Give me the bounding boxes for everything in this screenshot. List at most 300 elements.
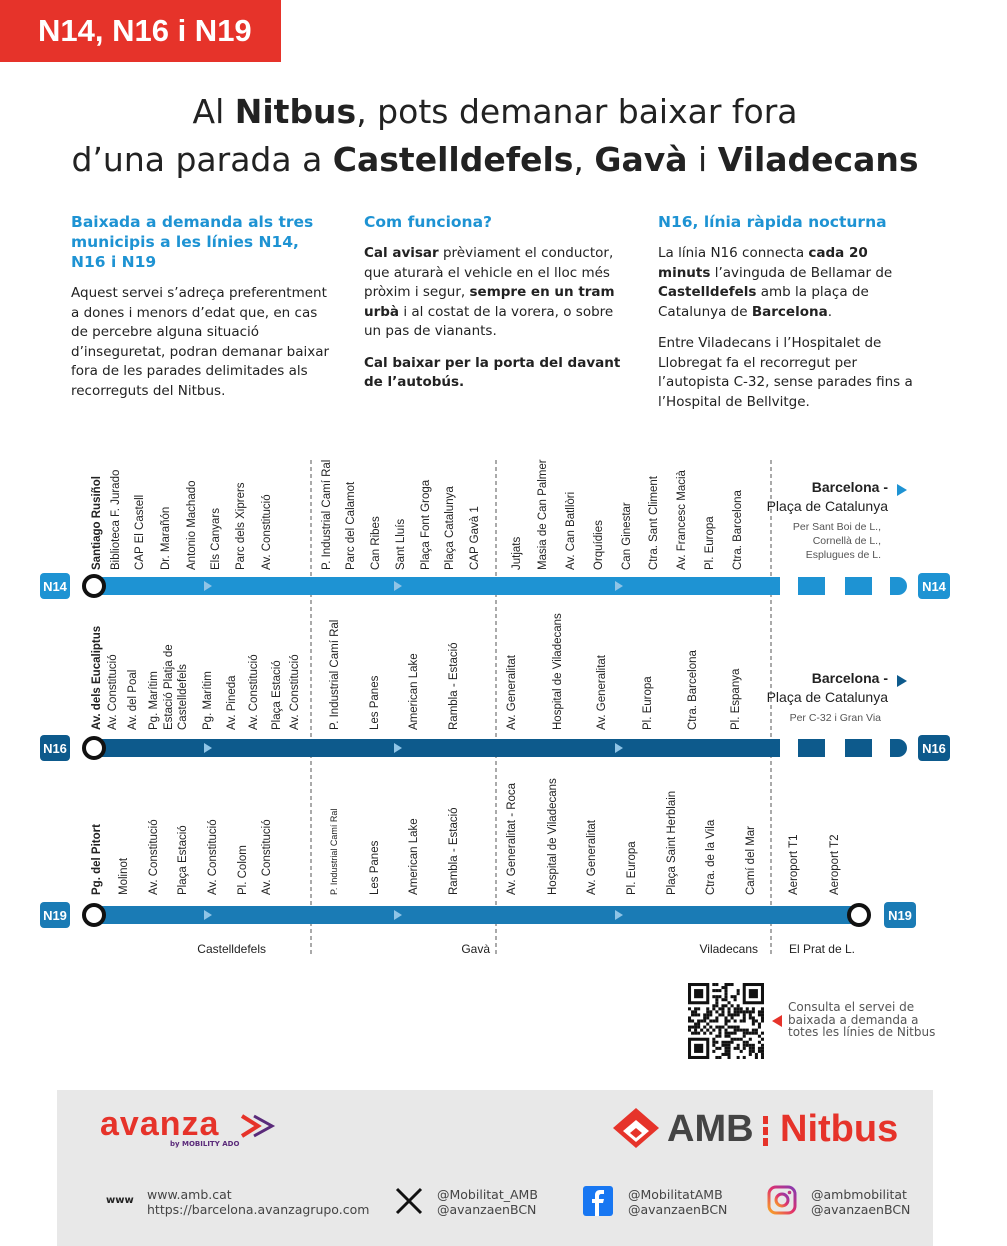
stop-label: Av. Constitució <box>289 654 301 730</box>
qr-module <box>749 1038 752 1041</box>
qr-module <box>724 1019 727 1022</box>
qr-module <box>731 1013 734 1016</box>
qr-finder-core <box>694 1044 703 1053</box>
avanza-mark-icon <box>240 1113 276 1139</box>
stop-label: Parc dels Xiprers <box>235 482 247 570</box>
qr-module <box>734 998 737 1001</box>
qr-module <box>724 995 727 998</box>
qr-module <box>718 1007 721 1010</box>
stop-label: Hospital de Viladecans <box>552 613 564 730</box>
qr-module <box>706 1016 709 1019</box>
stop-label: Hospital de Viladecans <box>547 778 559 895</box>
qr-module <box>743 1056 746 1059</box>
qr-module <box>715 1004 718 1007</box>
qr-module <box>700 1019 703 1022</box>
qr-module <box>712 989 715 992</box>
qr-finder-core <box>694 989 703 998</box>
zone-label: El Prat de L. <box>788 942 855 956</box>
stop-label: Les Panes <box>369 675 381 730</box>
qr-module <box>728 1019 731 1022</box>
logo-separator <box>763 1116 768 1146</box>
qr-code[interactable] <box>688 983 764 1059</box>
line-id-label-end: N16 <box>922 741 946 756</box>
qr-module <box>718 1013 721 1016</box>
qr-module <box>755 1029 758 1032</box>
qr-module <box>694 1032 697 1035</box>
qr-module <box>740 1010 743 1013</box>
column-com-funciona <box>364 212 626 405</box>
qr-module <box>712 1041 715 1044</box>
qr-module <box>721 1041 724 1044</box>
qr-module <box>728 983 731 986</box>
qr-module <box>761 1013 764 1016</box>
destination-note: Esplugues de L. <box>805 549 881 561</box>
qr-module <box>703 1026 706 1029</box>
stop-label: Aeroport T1 <box>788 834 800 895</box>
qr-module <box>728 1032 731 1035</box>
stop-label: P. Industrial Camí Ral <box>321 459 333 570</box>
x-handle-amb[interactable]: @Mobilitat_AMB <box>437 1187 538 1202</box>
qr-module <box>688 1016 691 1019</box>
qr-module <box>740 1029 743 1032</box>
qr-module <box>758 1041 761 1044</box>
qr-module <box>758 1023 761 1026</box>
web-link-avanza[interactable]: https://barcelona.avanzagrupo.com <box>147 1201 370 1217</box>
qr-module <box>715 1056 718 1059</box>
line-id-label: N16 <box>43 741 67 756</box>
qr-module <box>724 986 727 989</box>
stop-label: Dr. Marañón <box>160 506 172 570</box>
qr-module <box>712 1044 715 1047</box>
qr-module <box>721 1026 724 1029</box>
qr-module <box>712 1029 715 1032</box>
qr-module <box>758 1047 761 1050</box>
facebook-handle-amb[interactable]: @MobilitatAMB <box>628 1187 723 1202</box>
qr-module <box>734 1007 737 1010</box>
qr-module <box>749 1032 752 1035</box>
route-dash-end <box>890 577 907 595</box>
qr-module <box>694 1007 697 1010</box>
qr-module <box>743 1044 746 1047</box>
qr-module <box>715 995 718 998</box>
zone-label: Castelldefels <box>197 942 266 956</box>
qr-module <box>703 1016 706 1019</box>
stop-label: Les Panes <box>369 840 381 895</box>
destination-subtitle: Plaça de Catalunya <box>766 498 888 514</box>
qr-module <box>724 1044 727 1047</box>
headline-line-1: Al Nitbus, pots demanar baixar fora <box>192 92 798 131</box>
qr-module <box>706 1023 709 1026</box>
route-dash <box>845 577 872 595</box>
line-id-label: N19 <box>43 908 67 923</box>
qr-module <box>758 1026 761 1029</box>
stop-label: Els Canyars <box>210 508 222 570</box>
qr-module <box>734 1013 737 1016</box>
qr-module <box>734 1032 737 1035</box>
qr-module <box>718 1035 721 1038</box>
qr-module <box>749 1053 752 1056</box>
qr-module <box>758 1050 761 1053</box>
stop-label: Aeroport T2 <box>829 834 841 895</box>
instagram-handle-amb[interactable]: @ambmobilitat <box>811 1187 907 1202</box>
stop-label: Molinot <box>118 857 130 895</box>
route-dash <box>798 577 825 595</box>
stop-label: Parc del Calamot <box>345 481 357 570</box>
qr-module <box>737 1004 740 1007</box>
stop-label: Ctra. de la Vila <box>705 819 717 895</box>
terminal-stop <box>84 905 104 925</box>
stop-label: Can Ginestar <box>621 502 633 570</box>
qr-module <box>691 1032 694 1035</box>
qr-module <box>712 1038 715 1041</box>
destination-arrow-icon <box>897 675 907 687</box>
qr-module <box>715 1035 718 1038</box>
qr-module <box>743 1013 746 1016</box>
qr-module <box>694 1029 697 1032</box>
qr-module <box>728 1050 731 1053</box>
qr-module <box>734 1029 737 1032</box>
qr-module <box>724 983 727 986</box>
qr-module <box>712 1050 715 1053</box>
qr-module <box>724 1032 727 1035</box>
web-link-amb[interactable]: www.amb.cat <box>147 1187 232 1202</box>
facebook-handles <box>628 1188 727 1217</box>
qr-module <box>761 1016 764 1019</box>
stop-label: Pl. Europa <box>626 841 638 895</box>
column-body: Cal avisar prèviament el conductor, que aturarà el vehicle en el lloc més pròxim i segur, sempre en un tram urbà i al costat de la vorera, o sobre un pas de vianants. <box>364 245 615 339</box>
qr-module <box>737 992 740 995</box>
qr-module <box>724 1035 727 1038</box>
qr-module <box>718 1056 721 1059</box>
qr-module <box>721 1010 724 1013</box>
qr-module <box>697 1026 700 1029</box>
qr-module <box>737 1007 740 1010</box>
qr-module <box>752 1044 755 1047</box>
stop-label: Sant Lluís <box>395 518 407 570</box>
qr-module <box>709 1010 712 1013</box>
qr-module <box>755 1056 758 1059</box>
line-id-label-end: N14 <box>922 579 946 594</box>
qr-module <box>761 1047 764 1050</box>
headline-line-2: d’una parada a Castelldefels, Gavà i Viladecans <box>71 140 919 179</box>
stop-label: American Lake <box>408 653 420 730</box>
qr-module <box>724 989 727 992</box>
qr-module <box>743 1016 746 1019</box>
route-dash <box>845 739 872 757</box>
qr-module <box>688 1029 691 1032</box>
qr-module <box>761 1032 764 1035</box>
qr-module <box>749 1010 752 1013</box>
stop-label: Rambla - Estació <box>448 642 460 730</box>
qr-module <box>715 1016 718 1019</box>
x-handles <box>437 1188 538 1217</box>
qr-module <box>740 1050 743 1053</box>
qr-module <box>731 1016 734 1019</box>
qr-module <box>746 1010 749 1013</box>
line-id-label: N14 <box>43 579 67 594</box>
qr-module <box>737 989 740 992</box>
column-title: Baixada a demanda als tres municipis a les línies N14, N16 i N19 <box>71 213 314 271</box>
qr-module <box>712 995 715 998</box>
qr-module <box>728 1041 731 1044</box>
destination-note: Per C-32 i Gran Via <box>789 712 881 724</box>
instagram-handle-avanza[interactable]: @avanzaenBCN <box>811 1201 911 1217</box>
qr-finder-core <box>749 989 758 998</box>
qr-module <box>715 998 718 1001</box>
qr-module <box>737 1044 740 1047</box>
qr-module <box>728 1047 731 1050</box>
qr-module <box>721 986 724 989</box>
stop-label: Camí del Mar <box>745 825 757 895</box>
route-bar <box>94 739 780 757</box>
qr-module <box>721 1013 724 1016</box>
qr-module <box>761 1053 764 1056</box>
qr-module <box>755 1053 758 1056</box>
qr-module <box>703 1019 706 1022</box>
qr-module <box>691 1013 694 1016</box>
stop-label: CAP Gavà 1 <box>469 506 481 570</box>
qr-module <box>728 1035 731 1038</box>
route-dash-end <box>890 739 907 757</box>
qr-module <box>724 998 727 1001</box>
qr-module <box>740 1019 743 1022</box>
qr-module <box>758 1010 761 1013</box>
qr-module <box>752 1047 755 1050</box>
stop-label: Av. Francesc Macià <box>676 470 688 570</box>
qr-module <box>709 1032 712 1035</box>
qr-module <box>691 1026 694 1029</box>
qr-module <box>737 1056 740 1059</box>
qr-module <box>737 1047 740 1050</box>
first-stop-label: Pg. del Pitort <box>91 824 103 895</box>
terminal-stop <box>84 738 104 758</box>
qr-module <box>694 1010 697 1013</box>
avanza-logo: avanza <box>100 1105 220 1143</box>
qr-module <box>715 1026 718 1029</box>
qr-module <box>703 1032 706 1035</box>
stop-label: Av. Constitució <box>261 819 273 895</box>
qr-module <box>731 1038 734 1041</box>
qr-module <box>743 1010 746 1013</box>
qr-module <box>761 1050 764 1053</box>
stop-label: P. Industrial Camí Ral <box>329 619 341 730</box>
stop-label: Plaça Estació <box>271 660 283 730</box>
column-baixada <box>71 212 336 413</box>
qr-module <box>752 1010 755 1013</box>
qr-module <box>743 1035 746 1038</box>
stop-label: Masia de Can Palmer <box>537 459 549 570</box>
qr-module <box>715 1041 718 1044</box>
qr-module <box>703 1013 706 1016</box>
stop-label: Av. Constitució <box>261 494 273 570</box>
qr-module <box>724 992 727 995</box>
qr-module <box>718 1047 721 1050</box>
stop-label: Orquídies <box>593 520 605 570</box>
qr-module <box>737 1026 740 1029</box>
qr-module <box>737 1010 740 1013</box>
qr-module <box>746 1029 749 1032</box>
qr-module <box>694 1026 697 1029</box>
qr-module <box>724 1047 727 1050</box>
line-badge-title: N14, N16 i N19 <box>0 0 281 62</box>
qr-module <box>737 1029 740 1032</box>
qr-module <box>728 1010 731 1013</box>
qr-module <box>758 1013 761 1016</box>
column-n16 <box>658 212 920 424</box>
stop-label: Pl. Espanya <box>730 668 742 730</box>
line-id-label-end: N19 <box>888 908 912 923</box>
destination-subtitle: Plaça de Catalunya <box>766 689 888 705</box>
stop-label: Av. del Poal <box>127 669 139 730</box>
qr-module <box>721 1053 724 1056</box>
qr-module <box>721 1007 724 1010</box>
qr-module <box>731 1032 734 1035</box>
column-title: Com funciona? <box>364 213 493 231</box>
qr-module <box>743 1047 746 1050</box>
facebook-icon[interactable] <box>583 1186 613 1216</box>
x-handle-avanza[interactable]: @avanzaenBCN <box>437 1201 537 1217</box>
facebook-handle-avanza[interactable]: @avanzaenBCN <box>628 1201 728 1217</box>
qr-module <box>752 1007 755 1010</box>
qr-module <box>740 1007 743 1010</box>
qr-module <box>752 1029 755 1032</box>
stop-label: Plaça Estació <box>177 825 189 895</box>
column-body-2: Entre Viladecans i l’Hospitalet de Llobregat fa el recorregut per l’autopista C-32, sense parades fins a l’Hospital de Bellvitge. <box>658 335 913 410</box>
stop-label: Ctra. Sant Climent <box>648 476 660 570</box>
qr-module <box>691 1010 694 1013</box>
amb-logo-text: AMB <box>667 1108 754 1150</box>
qr-module <box>737 1013 740 1016</box>
route-diagram <box>0 440 1007 970</box>
qr-module <box>749 1044 752 1047</box>
stop-label: Jutjats <box>511 536 523 570</box>
stop-label: Plaça Catalunya <box>444 486 456 570</box>
first-stop-label: Santiago Rusiñol <box>91 476 103 570</box>
qr-module <box>709 1013 712 1016</box>
qr-module <box>731 995 734 998</box>
stop-label: Pg. Marítim <box>202 671 214 730</box>
qr-module <box>697 1013 700 1016</box>
qr-module <box>724 1023 727 1026</box>
qr-module <box>743 1019 746 1022</box>
qr-module <box>761 1038 764 1041</box>
qr-module <box>752 1032 755 1035</box>
qr-module <box>749 1050 752 1053</box>
stop-label: Av. Generalitat <box>506 654 518 730</box>
qr-module <box>728 1053 731 1056</box>
stop-label: Plaça Saint Herblain <box>666 790 678 895</box>
qr-module <box>688 1019 691 1022</box>
qr-module <box>721 1044 724 1047</box>
qr-module <box>697 1023 700 1026</box>
column-body: La línia N16 connecta cada 20 minuts l’avinguda de Bellamar de Castelldefels amb la plaça de Catalunya de Barcelona. <box>658 245 893 320</box>
qr-module <box>694 1013 697 1016</box>
avanza-sublogo: by MOBILITY ADO <box>170 1140 240 1148</box>
stop-label: Av. Generalitat <box>586 819 598 895</box>
stop-label: Biblioteca F. Jurado <box>110 469 122 570</box>
qr-module <box>734 1019 737 1022</box>
stop-label: Av. Constitució <box>248 654 260 730</box>
qr-module <box>724 1004 727 1007</box>
qr-module <box>709 1019 712 1022</box>
qr-module <box>709 1026 712 1029</box>
stop-label: American Lake <box>408 818 420 895</box>
x-twitter-icon[interactable] <box>394 1186 424 1216</box>
headline <box>0 88 990 184</box>
qr-caption: Consulta el servei de baixada a demanda a totes les línies de Nitbus <box>788 1000 936 1039</box>
qr-module <box>728 1001 731 1004</box>
qr-module <box>740 1038 743 1041</box>
stop-label: Pl. Colom <box>237 845 249 895</box>
zone-label: Gavà <box>461 942 490 956</box>
qr-module <box>728 1013 731 1016</box>
qr-module <box>743 1041 746 1044</box>
qr-module <box>749 1047 752 1050</box>
qr-module <box>755 1032 758 1035</box>
qr-module <box>749 1013 752 1016</box>
route-dash <box>798 739 825 757</box>
qr-module <box>752 1023 755 1026</box>
qr-module <box>697 1032 700 1035</box>
qr-module <box>718 1029 721 1032</box>
stop-label: Av. Generalitat - Roca <box>506 782 518 895</box>
qr-module <box>761 1007 764 1010</box>
instagram-icon[interactable] <box>767 1185 797 1215</box>
qr-module <box>761 1056 764 1059</box>
qr-module <box>761 1044 764 1047</box>
qr-module <box>718 1032 721 1035</box>
stop-label: Antonio Machado <box>186 480 198 570</box>
stop-label: Ctra. Barcelona <box>732 490 744 570</box>
qr-module <box>752 1016 755 1019</box>
qr-module <box>752 1050 755 1053</box>
qr-module <box>728 1007 731 1010</box>
qr-module <box>694 1023 697 1026</box>
qr-module <box>715 1010 718 1013</box>
column-body: Aquest servei s’adreça preferentment a dones i menors d’edat que, en cas de percebre alguna situació d’inseguretat, podran demanar baixar fora de les parades delimitades als recorreguts del Nitbus. <box>71 285 330 399</box>
qr-module <box>734 1026 737 1029</box>
stop-label: Pl. Europa <box>642 676 654 730</box>
qr-module <box>715 1001 718 1004</box>
qr-module <box>749 1016 752 1019</box>
qr-module <box>712 1004 715 1007</box>
qr-module <box>715 1047 718 1050</box>
qr-module <box>755 1019 758 1022</box>
terminal-stop <box>84 576 104 596</box>
destination-title: Barcelona - <box>811 670 888 686</box>
instagram-handles <box>811 1188 910 1217</box>
qr-module <box>691 1019 694 1022</box>
qr-module <box>752 1019 755 1022</box>
web-links <box>147 1188 369 1217</box>
amb-logo-icon <box>611 1106 661 1150</box>
qr-module <box>700 1029 703 1032</box>
stop-label: Castelldefels <box>177 664 189 730</box>
qr-module <box>715 989 718 992</box>
qr-module <box>761 1010 764 1013</box>
terminal-stop <box>849 905 869 925</box>
qr-module <box>728 1026 731 1029</box>
qr-module <box>746 1044 749 1047</box>
qr-module <box>746 1007 749 1010</box>
www-icon: www <box>106 1195 134 1206</box>
qr-module <box>734 995 737 998</box>
stop-label: Av. Constitució <box>107 654 119 730</box>
stop-label: P. Industrial Camí Ral <box>329 808 339 895</box>
qr-module <box>731 1026 734 1029</box>
qr-module <box>688 1026 691 1029</box>
destination-title: Barcelona - <box>811 479 888 495</box>
